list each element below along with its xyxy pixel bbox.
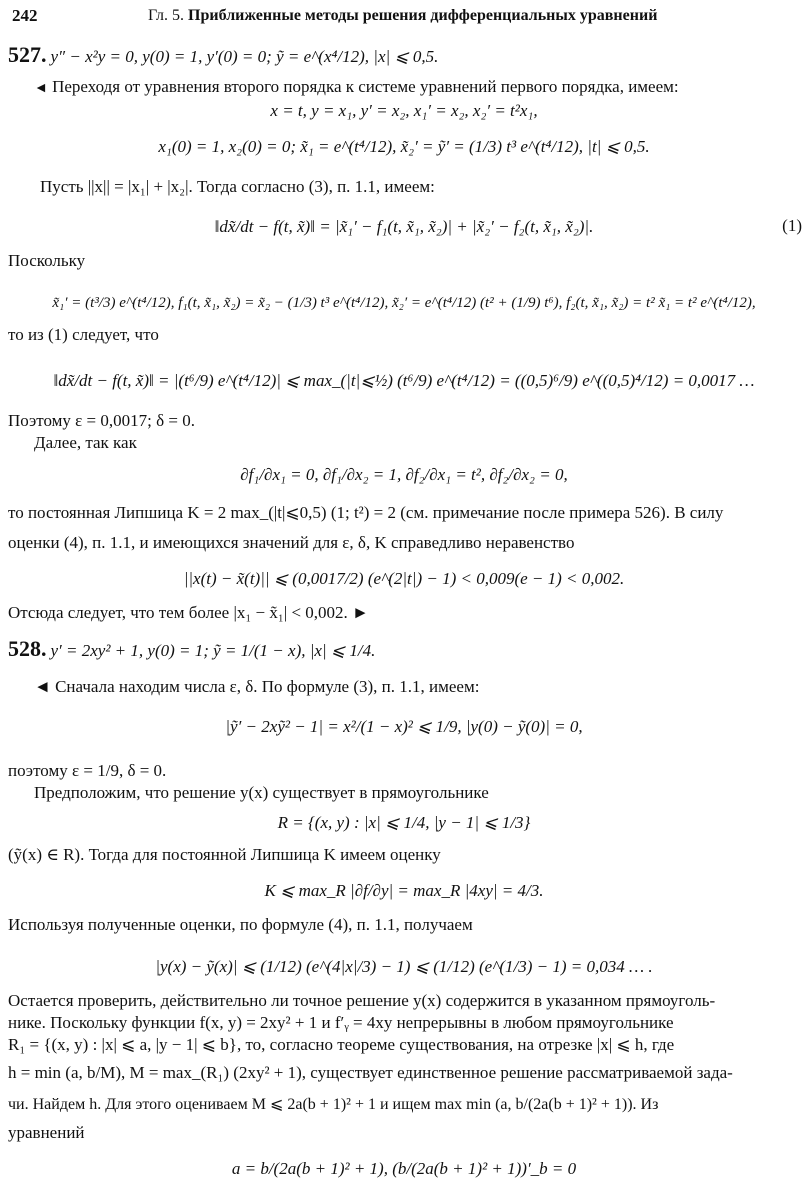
text-line: оценки (4), п. 1.1, и имеющихся значений для ε, δ, K справедливо неравенство	[8, 533, 575, 552]
equation-inequality: ||x(t) − x̃(t)|| ⩽ (0,0017/2) (e^(2|t|) − 1) < 0,009(e − 1) < 0,002.	[183, 569, 625, 588]
text-line: то из (1) следует, что	[8, 325, 159, 344]
proof-start-marker: ◄	[34, 81, 48, 96]
running-title	[148, 7, 657, 25]
equation-lipschitz: K ⩽ max_R |∂f/∂y| = max_R |4xy| = 4/3.	[264, 881, 544, 900]
equation-rectangle: R = {(x, y) : |x| ⩽ 1/4, |y − 1| ⩽ 1/3}	[277, 813, 531, 832]
text-line: Далее, так как	[34, 433, 137, 452]
text-line: Остается проверить, действительно ли точное решение y(x) содержится в указанном прямоуголь-	[8, 991, 716, 1010]
text-line: Пусть ||x|| = |x₁| + |x₂|. Тогда согласно (3), п. 1.1, имеем:	[40, 177, 435, 196]
equation-final: a = b/(2a(b + 1)² + 1), (b/(2a(b + 1)² + 1))′_b = 0	[231, 1159, 577, 1178]
text-line: h = min (a, b/M), M = max_(R₁) (2xy² + 1), существует единственное решение рассматриваемой зада-	[8, 1063, 733, 1082]
text-line: то постоянная Липшица K = 2 max_(|t|⩽0,5) (1; t²) = 2 (см. примечание после примера 526). В силу	[8, 503, 724, 522]
text-line: Поскольку	[8, 251, 86, 270]
text-line: уравнений	[8, 1123, 85, 1142]
paragraph	[34, 76, 800, 100]
text-line: ◄ Сначала находим числа ε, δ. По формуле (3), п. 1.1, имеем:	[34, 677, 480, 696]
text-line: (ỹ(x) ∈ R). Тогда для постоянной Липшица K имеем оценку	[8, 845, 441, 864]
problem-number: 527.	[8, 42, 47, 67]
page-number: 242	[12, 6, 38, 25]
equation-1: ‖dx̃/dt − f(t, x̃)‖ = |x̃₁′ − f₁(t, x̃₁, x̃₂)| + |x̃₂′ − f₂(t, x̃₁, x̃₂)|.	[214, 217, 594, 236]
chapter-label: Гл. 5.	[148, 7, 185, 24]
equation-partials: ∂f₁/∂x₁ = 0, ∂f₁/∂x₂ = 1, ∂f₂/∂x₁ = t², ∂f₂/∂x₂ = 0,	[240, 465, 568, 484]
problem-528-statement	[8, 638, 800, 662]
problem-527-statement	[8, 44, 800, 68]
chapter-title: Приближенные методы решения дифференциальных уравнений	[188, 7, 658, 24]
equation-number: (1)	[782, 216, 802, 235]
problem-equation: y′ = 2xy² + 1, y(0) = 1; ỹ = 1/(1 − x), |x| ⩽ 1/4.	[50, 641, 376, 660]
equation-estimate: ‖dx̃/dt − f(t, x̃)‖ = |(t⁶/9) e^(t⁴/12)| ⩽ max_(|t|⩽½) (t⁶/9) e^(t⁴/12) = ((0,5)⁶/9) e^((0,5)⁴/12) = 0,0017 …	[53, 371, 755, 390]
problem-number: 528.	[8, 636, 47, 661]
text-line: Отсюда следует, что тем более |x₁ − x̃₁| < 0,002. ►	[8, 603, 369, 622]
text-line: чи. Найдем h. Для этого оцениваем M ⩽ 2a(b + 1)² + 1 и ищем max min (a, b/(2a(b + 1)² + 1)). Из	[8, 1096, 659, 1113]
text-line: Поэтому ε = 0,0017; δ = 0.	[8, 411, 195, 430]
text-line: Используя полученные оценки, по формуле (4), п. 1.1, получаем	[8, 915, 473, 934]
text-line: R₁ = {(x, y) : |x| ⩽ a, |y − 1| ⩽ b}, то, согласно теореме существования, на отрезке |x| ⩽ h, где	[8, 1035, 675, 1054]
equation-estimate: |y(x) − ỹ(x)| ⩽ (1/12) (e^(4|x|/3) − 1) ⩽ (1/12) (e^(1/3) − 1) = 0,034 … .	[155, 957, 653, 976]
text-line: Переходя от уравнения второго порядка к системе уравнений первого порядка, имеем:	[52, 77, 679, 96]
equation-system: x = t, y = x₁, y′ = x₂, x₁′ = x₂, x₂′ = t²x₁,	[270, 101, 538, 120]
equation-since: x̃₁′ = (t³/3) e^(t⁴/12), f₁(t, x̃₁, x̃₂) = x̃₂ − (1/3) t³ e^(t⁴/12), x̃₂′ = e^(t⁴/12) (t² + (1/9) t⁶), f₂(t, x̃₁, x̃₂) = t² x̃₁ = t² e^(t⁴/12),	[52, 295, 756, 311]
problem-equation: y″ − x²y = 0, y(0) = 1, y′(0) = 0; ỹ = e^(x⁴/12), |x| ⩽ 0,5.	[50, 47, 439, 66]
text-line: Предположим, что решение y(x) существует в прямоугольнике	[34, 783, 489, 802]
equation-epsilon: |ỹ′ − 2xỹ² − 1| = x²/(1 − x)² ⩽ 1/9, |y(0) − ỹ(0)| = 0,	[225, 717, 583, 736]
text-line: нике. Поскольку функции f(x, y) = 2xy² + 1 и f′ᵧ = 4xy непрерывны в любом прямоугольнике	[8, 1013, 674, 1032]
running-header	[12, 6, 796, 28]
equation-initial-values: x₁(0) = 1, x₂(0) = 0; x̃₁ = e^(t⁴/12), x̃₂′ = ỹ′ = (1/3) t³ e^(t⁴/12), |t| ⩽ 0,5.	[158, 137, 650, 156]
text-line: поэтому ε = 1/9, δ = 0.	[8, 761, 167, 780]
